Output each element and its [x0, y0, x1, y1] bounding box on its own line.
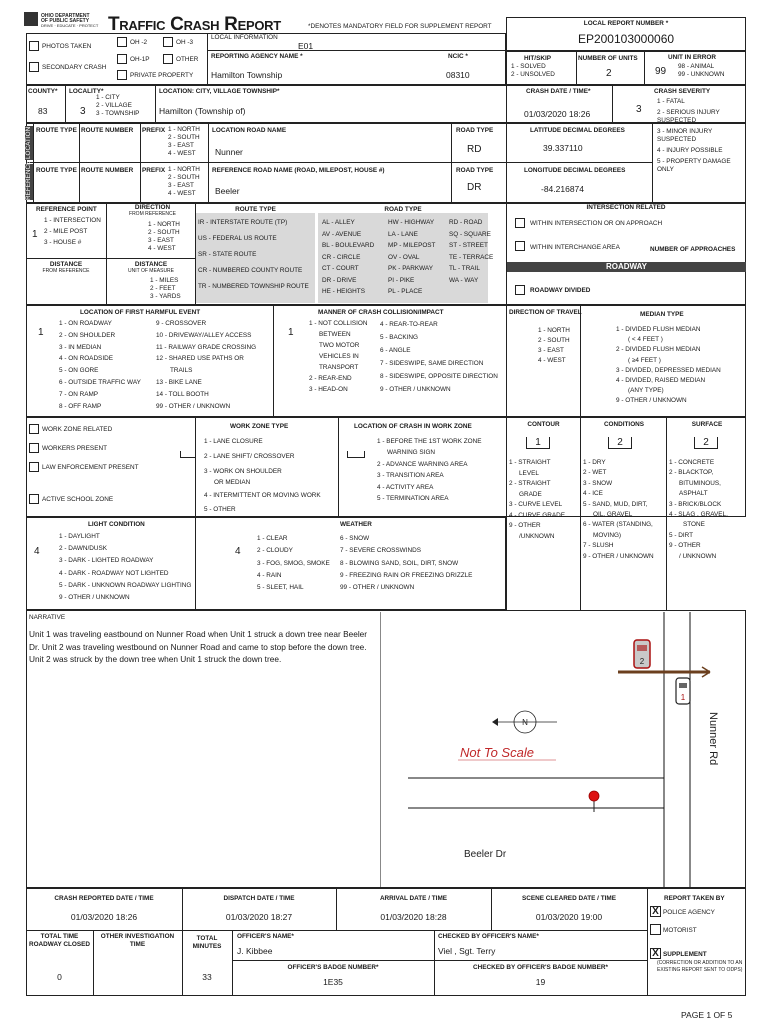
route-type-title: ROUTE TYPE [235, 206, 276, 213]
surface-value[interactable]: 2 [694, 437, 718, 449]
conditions-options: 1 - DRY 2 - WET 3 - SNOW 4 - ICE 5 - SAND, MUD, DIRT, OIL, GRAVEL 6 - WATER (STANDING, MOVING) 7 - SLUSH 9 - OTHER / UNKNOWN [583, 459, 654, 560]
contour-value[interactable]: 1 [526, 437, 550, 449]
longitude-value[interactable]: -84.216874 [541, 184, 585, 194]
number-of-approaches-label: NUMBER OF APPROACHES [650, 246, 736, 253]
distance-unit-sublabel: UNIT OF MEASURE [127, 268, 175, 274]
oh1p-label: OH-1P [130, 56, 150, 63]
direction-options: 1 - NORTH 2 - SOUTH 3 - EAST 4 - WEST [148, 221, 180, 252]
svg-text:OHIO DEPARTMENT: OHIO DEPARTMENT [41, 13, 90, 19]
hit-skip-label: HIT/SKIP [524, 55, 551, 62]
route-type-label: ROUTE TYPE [36, 127, 77, 134]
crash-date-label: CRASH DATE / TIME* [526, 88, 591, 95]
roadway-divided-checkbox[interactable] [515, 285, 525, 295]
reference-prefix-options: 1 - NORTH 2 - SOUTH 3 - EAST 4 - WEST [168, 166, 200, 197]
svg-text:DRIVE · EDUCATE · PROTECT: DRIVE · EDUCATE · PROTECT [41, 23, 99, 28]
work-zone-location-title: LOCATION OF CRASH IN WORK ZONE [354, 423, 472, 430]
unit-in-error-label: UNIT IN ERROR [668, 54, 716, 61]
weather-col1: 1 - CLEAR 2 - CLOUDY 3 - FOG, SMOG, SMOKE 4 - RAIN 5 - SLEET, HAIL [257, 535, 330, 592]
work-zone-related-label: WORK ZONE RELATED [42, 426, 113, 433]
route-section [26, 123, 746, 203]
roadway-header: ROADWAY [507, 262, 746, 272]
conditions-value[interactable]: 2 [608, 437, 632, 449]
harmful-event-col2: 9 - CROSSOVER 10 - DRIVEWAY/ALLEY ACCESS 11 - RAILWAY GRADE CROSSING 12 - SHARED USE PATHS OR TRAILS 13 - BIKE LANE 14 - TOLL BOOTH 99 - OTHER / UNKNOWN [156, 320, 257, 410]
motorist-checkbox[interactable] [650, 924, 661, 935]
arrival-value[interactable]: 01/03/2020 18:28 [380, 912, 447, 922]
total-minutes-value[interactable]: 33 [202, 972, 212, 982]
weather-title: WEATHER [340, 521, 372, 528]
crash-date-value[interactable]: 01/03/2020 18:26 [524, 109, 591, 119]
oh3-checkbox[interactable] [163, 37, 173, 47]
work-zone-related-checkbox[interactable] [29, 424, 39, 434]
weather-col2: 6 - SNOW 7 - SEVERE CROSSWINDS 8 - BLOWING SAND, SOIL, DIRT, SNOW 9 - FREEZING RAIN OR FREEZING DRIZZLE 99 - OTHER / UNKNOWN [340, 535, 473, 592]
not-to-scale-label: Not To Scale [460, 745, 534, 760]
other-label: OTHER [176, 56, 199, 63]
harmful-event-title: LOCATION OF FIRST HARMFUL EVENT [80, 309, 201, 316]
officer-name-value[interactable]: J. Kibbee [237, 946, 273, 956]
road-type-title: ROAD TYPE [384, 206, 422, 213]
location-label: LOCATION: CITY, VILLAGE TOWNSHIP* [159, 88, 280, 95]
local-report-number[interactable]: EP200103000060 [577, 32, 675, 46]
mandatory-note: *DENOTES MANDATORY FIELD FOR SUPPLEMENT REPORT [308, 23, 492, 30]
road-type-col2: HW - HIGHWAY LA - LANE MP - MILEPOST OV - OVAL PK - PARKWAY PI - PIKE PL - PLACE [388, 219, 436, 295]
page-number: PAGE 1 OF 5 [681, 1010, 733, 1020]
agency-logo [24, 10, 104, 30]
contour-title: CONTOUR [527, 421, 560, 428]
oh2-label: OH -2 [130, 39, 148, 46]
reporting-agency-label: REPORTING AGENCY NAME * [211, 53, 303, 60]
work-zone-type-field[interactable] [180, 451, 196, 458]
work-zone-type-options: 1 - LANE CLOSURE 2 - LANE SHIFT/ CROSSOVER 3 - WORK ON SHOULDER OR MEDIAN 4 - INTERMITTENT OR MOVING WORK 5 - OTHER [204, 438, 321, 513]
side-label-location: LOCATION [25, 126, 32, 160]
crash-reported-value[interactable]: 01/03/2020 18:26 [70, 912, 138, 922]
secondary-crash-checkbox[interactable] [29, 62, 39, 72]
median-type-title: MEDIAN TYPE [640, 311, 684, 318]
light-condition-options: 1 - DAYLIGHT 2 - DAWN/DUSK 3 - DARK - LIGHTED ROADWAY 4 - DARK - ROADWAY NOT LIGHTED 5 - DARK - UNKNOWN ROADWAY LIGHTING 9 - OTHER / UNKNOWN [59, 533, 192, 602]
reference-prefix-label: PREFIX [142, 167, 166, 174]
reference-road-value[interactable]: Beeler [215, 186, 240, 196]
nunner-road-label: Nunner Rd [707, 712, 719, 766]
location-marker-icon [589, 791, 599, 812]
checked-by-label: CHECKED BY OFFICER'S NAME* [438, 933, 539, 940]
police-agency-checkbox[interactable]: X [650, 906, 661, 917]
median-type-options: 1 - DIVIDED FLUSH MEDIAN ( < 4 FEET ) 2 - DIVIDED FLUSH MEDIAN ( ≥4 FEET ) 3 - DIVIDED, DEPRESSED MEDIAN 4 - DIVIDED, RAISED MEDIAN (ANY TYPE) 9 - OTHER / UNKNOWN [616, 326, 721, 405]
local-information-label: LOCAL INFORMATION [211, 34, 278, 41]
photos-taken-checkbox[interactable] [29, 41, 39, 51]
checked-badge-value[interactable]: 19 [535, 977, 546, 987]
prefix-options: 1 - NORTH 2 - SOUTH 3 - EAST 4 - WEST [168, 126, 200, 157]
longitude-label: LONGITUDE DECIMAL DEGREES [524, 167, 626, 174]
weather-value[interactable]: 4 [235, 546, 241, 557]
distance-label: DISTANCE [49, 261, 83, 268]
intersection-related-label: INTERSECTION RELATED [586, 204, 666, 211]
road-type-col3: RD - ROAD SQ - SQUARE ST - STREET TE - TERRACE TL - TRAIL WA - WAY [449, 219, 494, 284]
direction-sublabel: FROM REFERENCE [129, 211, 176, 217]
law-enforcement-checkbox[interactable] [29, 462, 39, 472]
total-minutes-label: TOTAL MINUTES [192, 935, 222, 950]
unit-1-vehicle [676, 678, 690, 704]
supplement-label: SUPPLEMENT [663, 951, 707, 958]
within-interchange-checkbox[interactable] [515, 241, 525, 251]
workers-present-checkbox[interactable] [29, 443, 39, 453]
scene-cleared-value[interactable]: 01/03/2020 19:00 [535, 912, 603, 922]
direction-of-travel-title: DIRECTION OF TRAVEL [509, 309, 582, 316]
contour-options: 1 - STRAIGHT LEVEL 2 - STRAIGHT GRADE 3 - CURVE LEVEL 4 - CURVE GRADE 9 - OTHER /UNKNOWN [509, 459, 565, 540]
motorist-label: MOTORIST [663, 927, 697, 934]
direction-of-travel-options: 1 - NORTH 2 - SOUTH 3 - EAST 4 - WEST [538, 327, 570, 364]
total-time-value[interactable]: 0 [57, 972, 62, 982]
unit-2-label: 2 [639, 657, 645, 666]
north-label: N [522, 718, 528, 727]
narrative-label: NARRATIVE [29, 614, 66, 621]
police-agency-label: POLICE AGENCY [663, 909, 715, 916]
reporting-agency-value[interactable]: Hamilton Township [211, 70, 283, 80]
local-information-value[interactable]: E01 [298, 41, 314, 51]
scene-cleared-label: SCENE CLEARED DATE / TIME [522, 895, 616, 902]
oh1p-checkbox[interactable] [117, 54, 127, 64]
location-road-type-value[interactable]: RD [467, 144, 482, 155]
unit-2-vehicle [634, 640, 650, 668]
report-taken-label: REPORT TAKEN BY [664, 895, 725, 902]
within-interchange-label: WITHIN INTERCHANGE AREA [530, 244, 620, 251]
workers-present-label: WORKERS PRESENT [42, 445, 107, 452]
dispatch-label: DISPATCH DATE / TIME [223, 895, 295, 902]
within-intersection-label: WITHIN INTERSECTION OR ON APPROACH [530, 220, 663, 227]
reference-point-value[interactable]: 1 [32, 229, 38, 240]
within-intersection-checkbox[interactable] [515, 218, 525, 228]
road-type-label: ROAD TYPE [456, 127, 494, 134]
locality-options: 1 - CITY 2 - VILLAGE 3 - TOWNSHIP [96, 94, 140, 117]
unit-in-error-value[interactable]: 99 [655, 66, 667, 77]
roadway-divided-label: ROADWAY DIVIDED [530, 287, 591, 294]
unit-in-error-options: 98 - ANIMAL 99 - UNKNOWN [678, 63, 725, 78]
total-time-label: TOTAL TIME ROADWAY CLOSED [28, 933, 91, 948]
dispatch-value[interactable]: 01/03/2020 18:27 [225, 912, 293, 922]
private-property-checkbox[interactable] [117, 70, 127, 80]
reference-road-type-value[interactable]: DR [467, 182, 482, 193]
private-property-label: PRIVATE PROPERTY [130, 72, 194, 79]
road-type-col1: AL - ALLEY AV - AVENUE BL - BOULEVARD CR - CIRCLE CT - COURT DR - DRIVE HE - HEIGHTS [322, 219, 375, 295]
secondary-crash-label: SECONDARY CRASH [42, 64, 107, 71]
other-checkbox[interactable] [163, 54, 173, 64]
latitude-value[interactable]: 39.337110 [543, 143, 583, 153]
checked-by-value[interactable]: Viel , Sgt. Terry [438, 946, 496, 956]
manner-of-collision-title: MANNER OF CRASH COLLISION/IMPACT [318, 309, 444, 316]
photos-taken-label: PHOTOS TAKEN [42, 43, 92, 50]
officer-name-label: OFFICER'S NAME* [237, 933, 294, 940]
manner-col2: 4 - REAR-TO-REAR 5 - BACKING 6 - ANGLE 7 - SIDESWIPE, SAME DIRECTION 8 - SIDESWIPE, OPPOSITE DIRECTION 9 - OTHER / UNKNOWN [380, 321, 498, 393]
work-zone-type-title: WORK ZONE TYPE [230, 423, 289, 430]
ncic-value[interactable]: 08310 [446, 70, 470, 80]
oh3-label: OH -3 [176, 39, 194, 46]
reference-road-label: REFERENCE ROAD NAME (ROAD, MILEPOST, HOUSE #) [212, 167, 385, 174]
location-road-value[interactable]: Nunner [215, 147, 243, 157]
light-condition-title: LIGHT CONDITION [88, 521, 145, 528]
direction-label: DIRECTION [134, 204, 171, 211]
side-label-reference: REFERENCE [25, 160, 32, 200]
harmful-event-col1: 1 - ON ROADWAY 2 - ON SHOULDER 3 - IN MEDIAN 4 - ON ROADSIDE 5 - ON GORE 6 - OUTSIDE TRAFFIC WAY 7 - ON RAMP 8 - OFF RAMP [59, 320, 141, 410]
north-arrow-icon [492, 711, 557, 733]
supplement-checkbox[interactable]: X [650, 948, 661, 959]
harmful-event-value[interactable]: 1 [38, 327, 44, 338]
reference-route-number-label: ROUTE NUMBER [81, 167, 134, 174]
arrival-label: ARRIVAL DATE / TIME [379, 895, 448, 902]
unit-1-label: 1 [680, 693, 686, 702]
locality-value[interactable]: 3 [80, 106, 86, 117]
manner-of-collision-value[interactable]: 1 [288, 327, 294, 338]
reference-point-options: 1 - INTERSECTION 2 - MILE POST 3 - HOUSE # [44, 217, 101, 246]
crash-severity-options: 1 - FATAL 2 - SERIOUS INJURY SUSPECTED 3 - MINOR INJURY SUSPECTED 4 - INJURY POSSIBLE 5 - PROPERTY DAMAGE ONLY [657, 98, 731, 173]
surface-options: 1 - CONCRETE 2 - BLACKTOP, BITUMINOUS, ASPHALT 3 - BRICK/BLOCK 4 - SLAG , GRAVEL, STONE 5 - DIRT 9 - OTHER / UNKNOWN [669, 459, 728, 560]
crash-severity-value[interactable]: 3 [636, 104, 642, 115]
beeler-road-label: Beeler Dr [464, 849, 507, 860]
reference-road-type-label: ROAD TYPE [456, 167, 494, 174]
active-school-zone-checkbox[interactable] [29, 494, 39, 504]
badge-value[interactable]: 1E35 [323, 977, 343, 987]
location-road-label: LOCATION ROAD NAME [212, 127, 287, 134]
route-number-label: ROUTE NUMBER [81, 127, 134, 134]
ncic-label: NCIC * [448, 53, 468, 60]
crash-reported-label: CRASH REPORTED DATE / TIME [54, 895, 154, 902]
svg-text:OF PUBLIC SAFETY: OF PUBLIC SAFETY [41, 18, 90, 24]
number-of-units-value[interactable]: 2 [606, 68, 612, 79]
supplement-note: (CORRECTION OR ADDITION TO AN EXISTING REPORT SENT TO ODPS) [657, 960, 743, 973]
number-of-units-label: NUMBER OF UNITS [578, 55, 638, 62]
work-zone-location-field[interactable] [347, 451, 365, 458]
other-investigation-label: OTHER INVESTIGATION TIME [100, 933, 175, 948]
active-school-zone-label: ACTIVE SCHOOL ZONE [42, 496, 114, 503]
local-report-number-label: LOCAL REPORT NUMBER * [583, 20, 669, 27]
crash-severity-label: CRASH SEVERITY [654, 88, 711, 95]
surface-title: SURFACE [691, 421, 723, 428]
badge-label: OFFICER'S BADGE NUMBER* [287, 964, 379, 971]
route-type-options: IR - INTERSTATE ROUTE (TP) US - FEDERAL US ROUTE SR - STATE ROUTE CR - NUMBERED COUNTY ROUTE TR - NUMBERED TOWNSHIP ROUTE [198, 219, 309, 290]
oh2-checkbox[interactable] [117, 37, 127, 47]
distance-sublabel: FROM REFERENCE [42, 268, 90, 274]
locality-label: LOCALITY* [69, 88, 104, 95]
location-value[interactable]: Hamilton (Township of) [159, 106, 246, 116]
law-enforcement-label: LAW ENFORCEMENT PRESENT [42, 464, 139, 471]
distance-unit-options: 1 - MILES 2 - FEET 3 - YARDS [150, 277, 181, 300]
narrative-text: Unit 1 was traveling eastbound on Nunner Road when Unit 1 struck a down tree near Beeler Dr. Unit 2 was traveling westbound on Nunner Road and came to stop before the down tree. Unit 2 was struck by the down tree when Unit 1 struck the down tree. [29, 629, 368, 664]
crash-diagram [380, 612, 745, 887]
distance-unit-label: DISTANCE [134, 261, 168, 268]
light-condition-value[interactable]: 4 [34, 546, 40, 557]
conditions-title: CONDITIONS [603, 421, 645, 428]
crash-diagram-svg [380, 612, 745, 887]
checked-badge-label: CHECKED BY OFFICER'S BADGE NUMBER* [473, 964, 608, 971]
work-zone-location-options: 1 - BEFORE THE 1ST WORK ZONE WARNING SIGN 2 - ADVANCE WARNING AREA 3 - TRANSITION AREA 4 - ACTIVITY AREA 5 - TERMINATION AREA [377, 438, 482, 503]
county-value[interactable]: 83 [38, 106, 48, 116]
latitude-label: LATITUDE DECIMAL DEGREES [530, 127, 625, 134]
manner-col1: 1 - NOT COLLISION BETWEEN TWO MOTOR VEHICLES IN TRANSPORT 2 - REAR-END 3 - HEAD-ON [309, 320, 368, 393]
hit-skip-options: 1 - SOLVED 2 - UNSOLVED [511, 63, 555, 78]
prefix-label: PREFIX [142, 127, 166, 134]
report-title: Traffic Crash Report [108, 14, 281, 35]
county-label: COUNTY* [28, 88, 58, 95]
reference-route-type-label: ROUTE TYPE [36, 167, 77, 174]
reference-point-label: REFERENCE POINT [36, 206, 97, 213]
